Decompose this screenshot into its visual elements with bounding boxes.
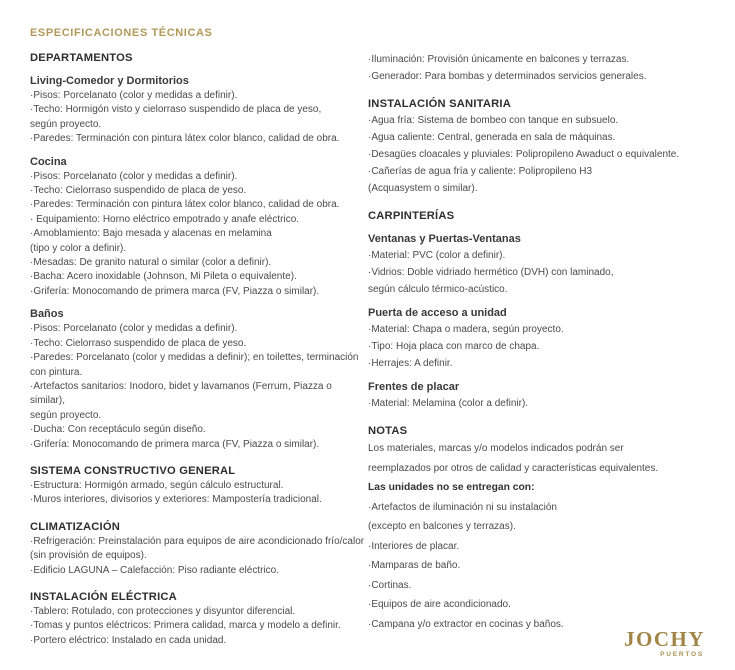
- spec-line: ·Paredes: Porcelanato (color y medidas a definir); en toilettes, terminación: [30, 352, 359, 364]
- spec-line: según proyecto.: [30, 118, 102, 130]
- spec-line: ·Portero eléctrico: Instalado en cada unidad.: [30, 634, 227, 646]
- spec-line: ·Estructura: Hormigón armado, según cálculo estructural.: [30, 479, 284, 491]
- spec-line: ·Tipo: Hoja placa con marco de chapa.: [368, 341, 540, 352]
- subsection-heading: Ventanas y Puertas-Ventanas: [368, 233, 521, 245]
- spec-line: ·Material: Chapa o madera, según proyecto.: [368, 324, 564, 335]
- spec-line: ·Material: Melamina (color a definir).: [368, 398, 529, 409]
- subsection-heading: Cocina: [30, 155, 67, 168]
- spec-line: ·Paredes: Terminación con pintura látex color blanco, calidad de obra.: [30, 133, 340, 145]
- note-line: ·Cortinas.: [368, 579, 412, 591]
- note-line: ·Campana y/o extractor en cocinas y baños.: [368, 618, 564, 630]
- note-line: ·Artefactos de iluminación ni su instalación: [368, 501, 557, 513]
- spec-line: ·Artefactos sanitarios: Inodoro, bidet y lavamanos (Ferrum, Piazza o similar),: [30, 380, 332, 407]
- spec-line: ·Herrajes: A definir.: [368, 358, 453, 369]
- spec-line: ·Vidrios: Doble vidriado hermético (DVH) con laminado,: [368, 267, 614, 278]
- note-line: ·Equipos de aire acondicionado.: [368, 599, 511, 610]
- section-heading: INSTALACIÓN ELÉCTRICA: [30, 590, 177, 603]
- spec-line: · Equipamiento: Horno eléctrico empotrado y anafe eléctrico.: [30, 213, 300, 225]
- subsection-heading: Frentes de placar: [368, 381, 460, 393]
- spec-line: ·Edificio LAGUNA – Calefacción: Piso radiante eléctrico.: [30, 564, 280, 576]
- spec-line: ·Cañerías de agua fría y caliente: Polipropileno H3: [368, 166, 593, 177]
- spec-line: ·Material: PVC (color a definir).: [368, 250, 506, 261]
- note-line: Los materiales, marcas y/o modelos indicados podrán ser: [368, 443, 624, 454]
- spec-line: ·Mesadas: De granito natural o similar (color a definir).: [30, 257, 272, 269]
- spec-line: ·Techo: Cielorraso suspendido de placa de yeso.: [30, 337, 247, 349]
- spec-line: ·Grifería: Monocomando de primera marca (FV, Piazza o similar).: [30, 438, 320, 450]
- spec-line: ·Amoblamiento: Bajo mesada y alacenas en melamina: [30, 228, 272, 240]
- right-column: [368, 51, 706, 651]
- subsection-heading: Living-Comedor y Dormitorios: [30, 75, 189, 87]
- spec-line: ·Agua caliente: Central, generada en sala de máquinas.: [368, 132, 616, 143]
- spec-line: ·Agua fría: Sistema de bombeo con tanque en subsuelo.: [368, 115, 619, 126]
- left-column: [30, 51, 368, 648]
- spec-line: con pintura.: [30, 366, 83, 378]
- note-line: (excepto en balcones y terrazas).: [368, 521, 516, 532]
- spec-line: según proyecto.: [30, 409, 102, 421]
- spec-line: ·Muros interiores, divisorios y exteriores: Mampostería tradicional.: [30, 494, 322, 506]
- spec-line: según cálculo térmico-acústico.: [368, 284, 508, 295]
- spec-line: ·Tomas y puntos eléctricos: Primera calidad, marca y modelo a definir.: [30, 620, 341, 632]
- jochy-logo: [624, 628, 705, 658]
- section-heading: CARPINTERÍAS: [368, 210, 455, 222]
- section-heading: SISTEMA CONSTRUCTIVO GENERAL: [30, 464, 236, 477]
- spec-line: ·Pisos: Porcelanato (color y medidas a definir).: [30, 170, 238, 182]
- spec-line: ·Iluminación: Provisión únicamente en balcones y terrazas.: [368, 54, 630, 65]
- page-title: ESPECIFICACIONES TÉCNICAS: [30, 27, 213, 39]
- logo-brand-text: JOCHY: [624, 627, 705, 651]
- spec-line: (tipo y color a definir).: [30, 242, 127, 254]
- spec-line: (Acquasystem o similar).: [368, 183, 478, 194]
- spec-line: ·Ducha: Con receptáculo según diseño.: [30, 424, 206, 436]
- section-heading: DEPARTAMENTOS: [30, 52, 133, 64]
- section-heading: INSTALACIÓN SANITARIA: [368, 98, 511, 110]
- logo-tagline-text: PUERTOS: [660, 651, 704, 658]
- spec-line: (sin provisión de equipos).: [30, 550, 147, 562]
- note-line: reemplazados por otros de calidad y características equivalentes.: [368, 462, 659, 474]
- notes-emphasis-line: Las unidades no se entregan con:: [368, 482, 535, 493]
- note-line: ·Interiores de placar.: [368, 540, 460, 552]
- section-heading: CLIMATIZACIÓN: [30, 520, 121, 533]
- note-line: ·Mamparas de baño.: [368, 560, 461, 571]
- spec-line: ·Techo: Cielorraso suspendido de placa de yeso.: [30, 185, 247, 197]
- spec-line: ·Bacha: Acero inoxidable (Johnson, Mi Pileta o equivalente).: [30, 271, 297, 283]
- two-column-layout: [30, 51, 707, 651]
- spec-line: ·Generador: Para bombas y determinados servicios generales.: [368, 71, 647, 82]
- subsection-heading: Puerta de acceso a unidad: [368, 307, 507, 319]
- subsection-heading: Baños: [30, 308, 64, 321]
- section-heading: NOTAS: [368, 425, 408, 437]
- spec-line: ·Pisos: Porcelanato (color y medidas a definir).: [30, 90, 238, 101]
- spec-line: ·Pisos: Porcelanato (color y medidas a definir).: [30, 323, 238, 335]
- spec-line: ·Paredes: Terminación con pintura látex color blanco, calidad de obra.: [30, 199, 340, 211]
- spec-line: ·Refrigeración: Preinstalación para equipos de aire acondicionado frío/calor: [30, 535, 365, 547]
- spec-line: ·Desagües cloacales y pluviales: Polipropileno Awaduct o equivalente.: [368, 149, 680, 160]
- spec-line: ·Grifería: Monocomando de primera marca (FV, Piazza o similar).: [30, 285, 320, 297]
- spec-line: ·Tablero: Rotulado, con protecciones y disyuntor diferencial.: [30, 605, 296, 617]
- spec-line: ·Techo: Hormigón visto y cielorraso suspendido de placa de yeso,: [30, 104, 322, 116]
